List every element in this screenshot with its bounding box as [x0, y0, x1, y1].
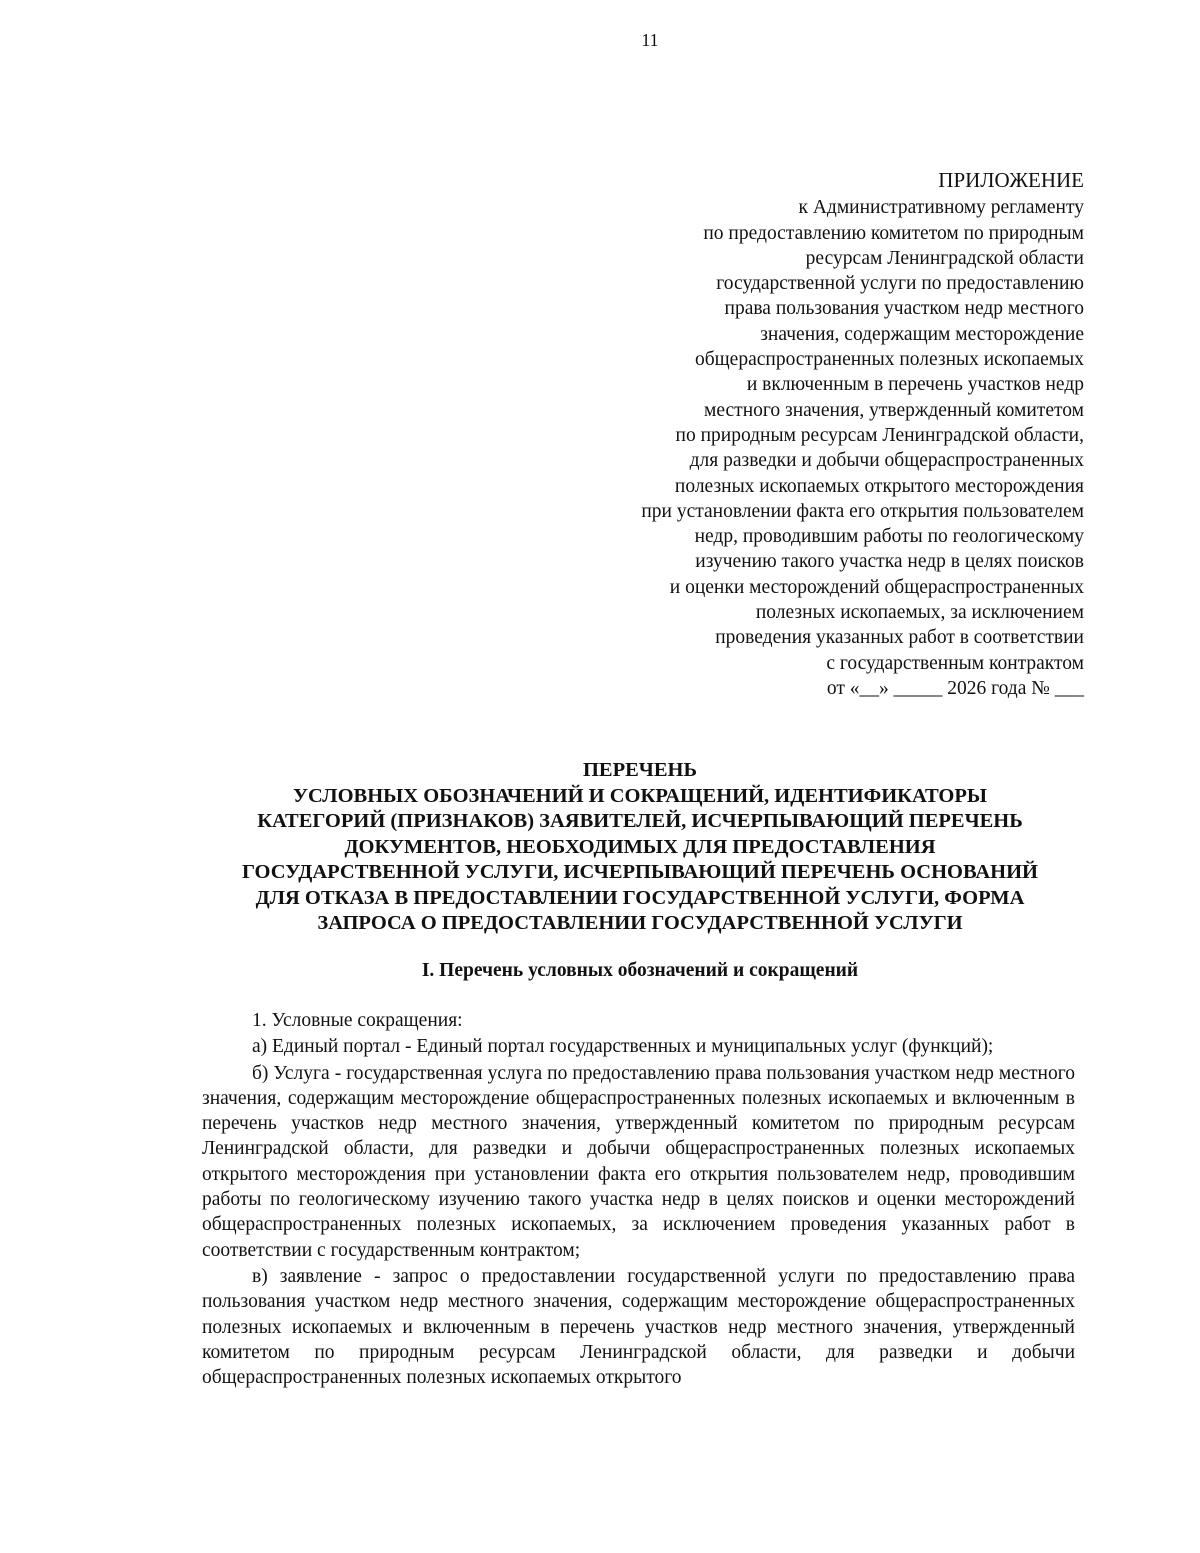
appendix-line: полезных ископаемых, за исключением [755, 602, 1084, 624]
appendix-title: ПРИЛОЖЕНИЕ [938, 168, 1084, 192]
appendix-line: государственной услуги по предоставлению [716, 273, 1084, 295]
paragraph: б) Услуга - государственная услуга по предоставлению права пользования участком недр местного значения, содержащим месторождение общераспространенных полезных ископаемых и включенным в перечень участков недр местного значения, утвержденный комитетом по природным ресурсам Ленинградской области, для разведки и добычи общераспространенных полезных ископаемых открытого месторождения при установлении факта его открытия пользователем недр, проводившим работы по геологическому изучению такого участка недр в целях поисков и оценки месторождений общераспространенных полезных ископаемых, за исключением проведения указанных работ в соответствии с государственным контрактом; [202, 1062, 1075, 1261]
paragraph: а) Единый портал - Единый портал государственных и муниципальных услуг (функций); [252, 1036, 994, 1058]
section-heading: I. Перечень условных обозначений и сокращений [421, 960, 859, 981]
appendix-date-line: от «__» _____ 2026 года № ___ [826, 677, 1084, 699]
title-line: ДЛЯ ОТКАЗА В ПРЕДОСТАВЛЕНИИ ГОСУДАРСТВЕННОЙ УСЛУГИ, ФОРМА [255, 886, 1025, 909]
appendix-block [524, 168, 1084, 701]
document-title [200, 758, 1080, 937]
title-line: УСЛОВНЫХ ОБОЗНАЧЕНИЙ И СОКРАЩЕНИЙ, ИДЕНТИФИКАТОРЫ [292, 784, 988, 807]
appendix-line: полезных ископаемых открытого месторождения [674, 475, 1084, 497]
appendix-line: и оценки месторождений общераспространенных [669, 576, 1084, 598]
title-line: ДОКУМЕНТОВ, НЕОБХОДИМЫХ ДЛЯ ПРЕДОСТАВЛЕНИЯ [344, 835, 936, 858]
body-text [202, 1008, 1075, 1391]
appendix-line: по природным ресурсам Ленинградской области, [675, 424, 1084, 446]
title-line: КАТЕГОРИЙ (ПРИЗНАКОВ) ЗАЯВИТЕЛЕЙ, ИСЧЕРПЫВАЮЩИЙ ПЕРЕЧЕНЬ [257, 810, 1023, 832]
paragraph: в) заявление - запрос о предоставлении государственной услуги по предоставлению права пользования участком недр местного значения, содержащим месторождение общераспространенных полезных ископаемых и включенным в перечень участков недр местного значения, утвержденный комитетом по природным ресурсам Ленинградской области, для разведки и добычи общераспространенных полезных ископаемых открытого [202, 1265, 1075, 1389]
appendix-line: по предоставлению комитетом по природным [703, 222, 1084, 244]
appendix-line: для разведки и добычи общераспространенных [689, 450, 1084, 472]
title-line: ПЕРЕЧЕНЬ [582, 759, 698, 781]
appendix-line: изучению такого участка недр в целях поисков [695, 551, 1084, 573]
page-number: 11 [641, 30, 659, 50]
appendix-line: с государственным контрактом [826, 652, 1084, 674]
appendix-line: значения, содержащим месторождение [760, 323, 1084, 345]
appendix-line: к Административному регламенту [798, 197, 1084, 219]
title-line: ЗАПРОСА О ПРЕДОСТАВЛЕНИИ ГОСУДАРСТВЕННОЙ УСЛУГИ [317, 912, 963, 934]
appendix-line: местного значения, утвержденный комитетом [704, 399, 1084, 421]
appendix-line: при установлении факта его открытия пользователем [641, 500, 1084, 522]
appendix-line: общераспространенных полезных ископаемых [694, 349, 1084, 371]
appendix-line: ресурсам Ленинградской области [805, 247, 1084, 269]
appendix-line: проведения указанных работ в соответствии [715, 627, 1084, 649]
appendix-line: права пользования участком недр местного [724, 298, 1084, 320]
title-line: ГОСУДАРСТВЕННОЙ УСЛУГИ, ИСЧЕРПЫВАЮЩИЙ ПЕРЕЧЕНЬ ОСНОВАНИЙ [242, 861, 1038, 883]
appendix-line: недр, проводившим работы по геологическому [694, 526, 1084, 548]
paragraph: 1. Условные сокращения: [252, 1010, 463, 1031]
appendix-line: и включенным в перечень участков недр [746, 374, 1084, 396]
